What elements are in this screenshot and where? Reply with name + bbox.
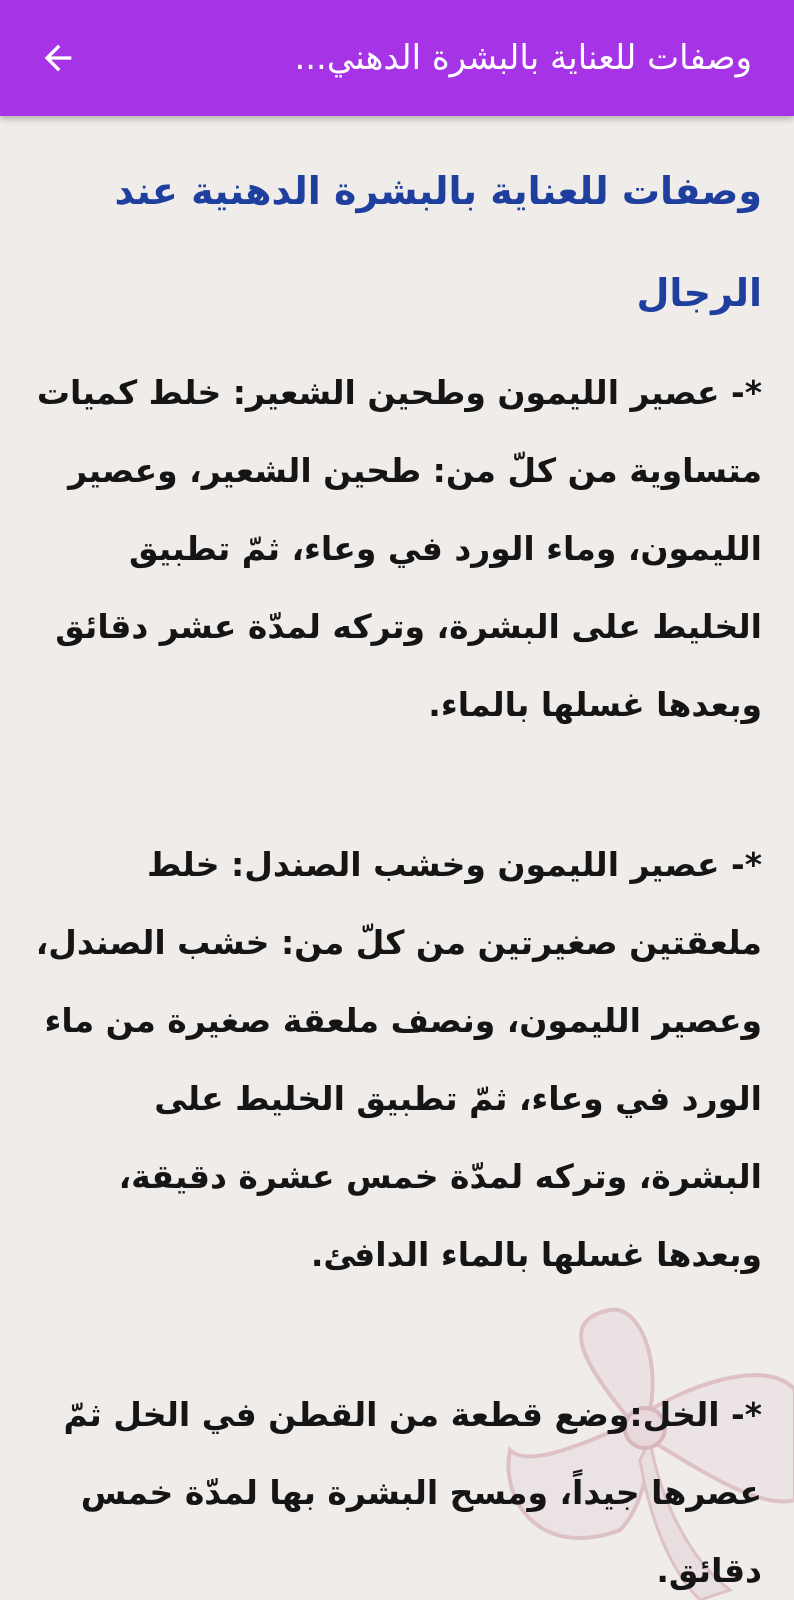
app-bar — [0, 0, 794, 116]
article-paragraph: *- عصير الليمون وخشب الصندل: خلط ملعقتين صغيرتين من كلّ من: خشب الصندل، وعصير الليمون، ونصف ملعقة صغيرة من ماء الورد في وعاء، ثمّ تطبيق الخليط على البشرة، وتركه لمدّة خمس عشرة دقيقة، وبعدها غسلها بالماء الدافئ. — [35, 845, 762, 1274]
article-title: وصفات للعناية بالبشرة الدهنية عند الرجال — [114, 169, 762, 315]
article-paragraph: *- الخل:وضع قطعة من القطن في الخل ثمّ عصرها جيداً، ومسح البشرة بها لمدّة خمس دقائق. — [63, 1395, 762, 1590]
article-content[interactable] — [22, 140, 762, 1600]
arrow-left-icon — [38, 38, 78, 78]
back-button[interactable] — [24, 24, 92, 92]
article-paragraph: *- عصير الليمون وطحين الشعير: خلط كميات متساوية من كلّ من: طحين الشعير، وعصير الليمون، وماء الورد في وعاء، ثمّ تطبيق الخليط على البشرة، وتركه لمدّة عشر دقائق وبعدها غسلها بالماء. — [36, 373, 762, 724]
app-bar-title: وصفات للعناية بالبشرة الدهني... — [294, 38, 752, 78]
